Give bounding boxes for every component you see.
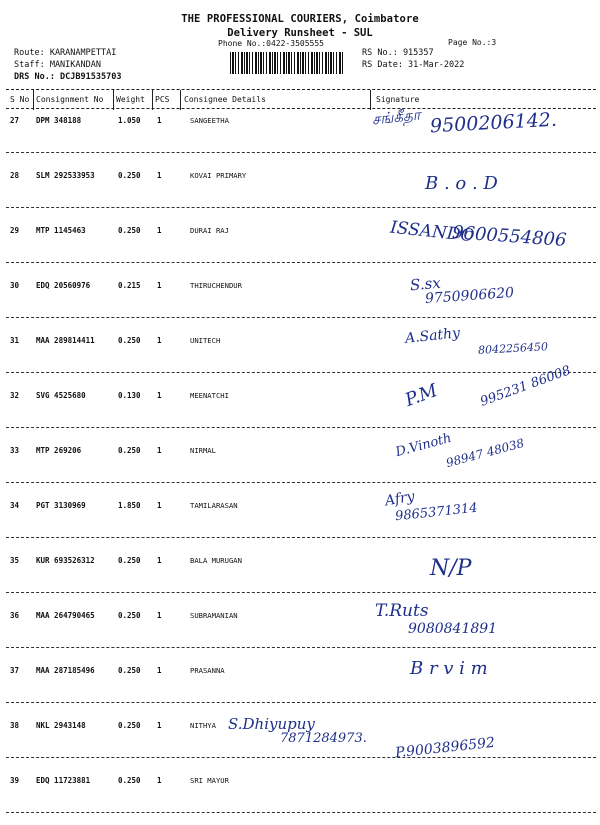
handwritten-phone-number: 9600554806 (451, 222, 568, 251)
consignment-number: SVG 4525680 (36, 391, 86, 400)
row-sno: 33 (10, 446, 20, 455)
consignment-number: MAA 287185496 (36, 666, 95, 675)
consignee-name: DURAI RAJ (190, 226, 229, 235)
phone-number: Phone No.:0422-3505555 (218, 39, 324, 48)
header-top-rule (6, 89, 596, 90)
consignee-name: KOVAI PRIMARY (190, 171, 247, 180)
weight-value: 0.250 (118, 226, 141, 235)
handwritten-phone-number: 8042256450 (477, 340, 549, 357)
handwritten-phone-number: 9500206142. (429, 108, 558, 138)
route-field: Route: KARANAMPETTAI (14, 48, 117, 58)
column-header-sno: S No (10, 95, 30, 104)
consignee-name: SANGEETHA (190, 116, 229, 125)
pcs-value: 1 (157, 776, 162, 785)
column-divider (152, 90, 153, 110)
row-sno: 27 (10, 116, 20, 125)
column-header-pcs: PCS (155, 95, 170, 104)
row-sno: 39 (10, 776, 20, 785)
row-separator (6, 207, 596, 208)
consignment-number: MTP 269206 (36, 446, 82, 455)
drs-number: DRS No.: DCJB91535703 (14, 72, 122, 82)
pcs-value: 1 (157, 116, 162, 125)
row-separator (6, 152, 596, 153)
table-row (0, 275, 600, 330)
weight-value: 0.250 (118, 666, 141, 675)
pcs-value: 1 (157, 611, 162, 620)
table-row (0, 217, 600, 275)
table-row (0, 660, 600, 715)
row-sno: 31 (10, 336, 20, 345)
handwritten-signature: D.Vinoth (394, 430, 454, 461)
page-number: Page No.:3 (448, 38, 497, 47)
column-header-weight: Weight (116, 95, 145, 104)
weight-value: 0.250 (118, 776, 141, 785)
column-divider (113, 90, 114, 110)
weight-value: 1.850 (118, 501, 141, 510)
row-separator (6, 427, 596, 428)
table-row (0, 550, 600, 605)
row-separator (6, 317, 596, 318)
weight-value: 0.250 (118, 446, 141, 455)
consignee-name: NIRMAL (190, 446, 216, 455)
handwritten-signature: A.Sathy (404, 325, 461, 347)
consignment-number: SLM 292533953 (36, 171, 95, 180)
pcs-value: 1 (157, 171, 162, 180)
handwritten-signature: B . o . D (425, 173, 498, 194)
row-sno: 32 (10, 391, 20, 400)
consignment-number: MAA 264790465 (36, 611, 95, 620)
consignee-name: MEENATCHI (190, 391, 229, 400)
table-row (0, 105, 600, 165)
row-separator (6, 482, 596, 483)
handwritten-signature: P.9003896592 (394, 734, 496, 762)
row-separator (6, 757, 596, 758)
weight-value: 1.050 (118, 116, 141, 125)
pcs-value: 1 (157, 501, 162, 510)
pcs-value: 1 (157, 281, 162, 290)
handwritten-signature: T.Ruts (375, 601, 429, 621)
rs-number: RS No.: 915357 (362, 48, 434, 58)
pcs-value: 1 (157, 226, 162, 235)
handwritten-signature: N/P (430, 556, 472, 581)
row-sno: 35 (10, 556, 20, 565)
handwritten-signature: சங்கீதா (371, 105, 422, 129)
handwritten-signature: B r v i m (410, 658, 488, 679)
consignment-number: MTP 1145463 (36, 226, 86, 235)
column-header-consignment: Consignment No (36, 95, 104, 104)
consignment-number: MAA 289814411 (36, 336, 95, 345)
document-subtitle: Delivery Runsheet - SUL (227, 27, 373, 39)
consignment-number: NKL 2943148 (36, 721, 86, 730)
table-row (0, 165, 600, 220)
barcode-image (230, 52, 344, 74)
consignee-name: TAMILARASAN (190, 501, 238, 510)
table-row (0, 325, 600, 385)
table-row (0, 363, 600, 440)
row-separator (6, 647, 596, 648)
column-divider (370, 90, 371, 110)
document-title: THE PROFESSIONAL COURIERS, Coimbatore (181, 13, 419, 25)
row-separator (6, 262, 596, 263)
weight-value: 0.250 (118, 556, 141, 565)
handwritten-signature: S.Dhiyupuy (228, 715, 315, 733)
weight-value: 0.130 (118, 391, 141, 400)
handwritten-phone-number: 9750906620 (424, 284, 515, 308)
consignee-name: SUBRAMANIAN (190, 611, 238, 620)
weight-value: 0.250 (118, 336, 141, 345)
column-divider (33, 90, 34, 110)
consignment-number: EDQ 11723881 (36, 776, 91, 785)
row-sno: 37 (10, 666, 20, 675)
pcs-value: 1 (157, 391, 162, 400)
pcs-value: 1 (157, 666, 162, 675)
column-header-consignee: Consignee Details (184, 95, 266, 104)
handwritten-signature: ISSANDO (389, 217, 476, 247)
handwritten-phone-number: 98947 48038 (444, 435, 526, 471)
consignment-number: PGT 3130969 (36, 501, 86, 510)
weight-value: 0.215 (118, 281, 141, 290)
row-sno: 30 (10, 281, 20, 290)
handwritten-signature: S.sx (409, 273, 442, 295)
row-sno: 34 (10, 501, 20, 510)
row-sno: 29 (10, 226, 20, 235)
consignment-number: KUR 693526312 (36, 556, 95, 565)
consignee-name: NITHYA (190, 721, 216, 730)
row-separator (6, 372, 596, 373)
consignment-number: DPM 348188 (36, 116, 82, 125)
rs-date: RS Date: 31-Mar-2022 (362, 60, 465, 70)
row-sno: 36 (10, 611, 20, 620)
column-divider (180, 90, 181, 110)
staff-field: Staff: MANIKANDAN (14, 60, 101, 70)
pcs-value: 1 (157, 721, 162, 730)
handwritten-phone-number: 9865371314 (394, 500, 479, 525)
row-separator (6, 592, 596, 593)
handwritten-signature: Afry (383, 488, 416, 510)
handwritten-signature: P.M (402, 380, 441, 411)
handwritten-phone-number: 7871284973. (280, 731, 367, 746)
row-separator (6, 537, 596, 538)
consignee-name: THIRUCHENDUR (190, 281, 242, 290)
row-sno: 28 (10, 171, 20, 180)
pcs-value: 1 (157, 446, 162, 455)
weight-value: 0.250 (118, 721, 141, 730)
pcs-value: 1 (157, 556, 162, 565)
row-separator (6, 702, 596, 703)
handwritten-phone-number: 9080841891 (408, 621, 498, 637)
consignee-name: PRASANNA (190, 666, 225, 675)
table-row (0, 715, 600, 770)
weight-value: 0.250 (118, 171, 141, 180)
table-row (0, 488, 600, 550)
weight-value: 0.250 (118, 611, 141, 620)
consignment-number: EDQ 20560976 (36, 281, 91, 290)
pcs-value: 1 (157, 336, 162, 345)
column-header-signature: Signature (376, 95, 420, 104)
table-row (0, 430, 600, 495)
handwritten-phone-number: 995231 86008 (478, 363, 573, 410)
row-separator (6, 812, 596, 813)
consignee-name: SRI MAYUR (190, 776, 229, 785)
header-bottom-rule (6, 108, 596, 109)
row-sno: 38 (10, 721, 20, 730)
consignee-name: UNITECH (190, 336, 221, 345)
table-row (0, 601, 600, 660)
consignee-name: BALA MURUGAN (190, 556, 242, 565)
